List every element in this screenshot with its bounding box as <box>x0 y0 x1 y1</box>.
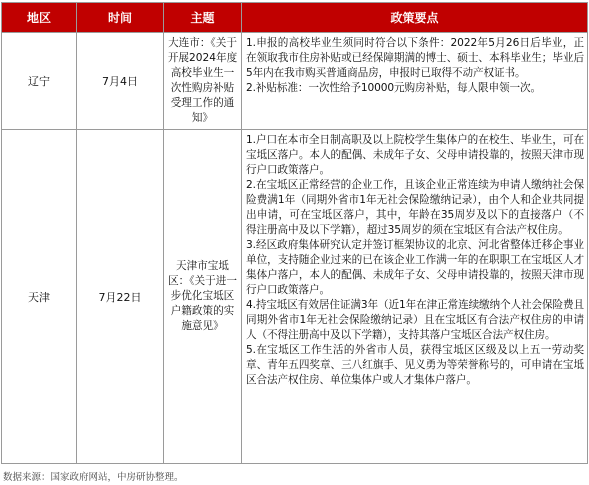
table-row <box>2 130 588 464</box>
region-cell: 天津 <box>2 130 77 464</box>
header-row <box>2 3 588 33</box>
data-source-note: 数据来源：国家政府网站，中房研协整理。 <box>3 472 184 483</box>
date-cell: 7月22日 <box>77 130 164 464</box>
policy-points-cell <box>242 130 588 464</box>
policy-point: 5.在宝坻区工作生活的外省市人员，获得宝坻区区级及以上五一劳动奖章、青年五四奖章、三八红旗手、见义勇为等荣誉称号的，可申请在宝坻区合法产权住房、单位集体户或人才集体户落户。 <box>246 344 584 386</box>
region-cell: 辽宁 <box>2 33 77 130</box>
topic-cell: 大连市：《关于开展2024年度高校毕业生一次性购房补贴受理工作的通知》 <box>164 33 242 130</box>
policy-points-cell <box>242 33 588 130</box>
policy-point: 2.在宝坻区正常经营的企业工作，且该企业正常连续为申请人缴纳社会保险费满1年（同期外省市1年无社会保险缴纳记录），由个人和企业共同提出申请，可在宝坻区落户，其中，年龄在35周岁及以下的直接落户（不得注册高中及以下学籍），超过35周岁的须在宝坻区有合法产权住房。 <box>246 179 584 236</box>
date-cell: 7月4日 <box>77 33 164 130</box>
table-row <box>2 33 588 130</box>
policy-point: 4.持宝坻区有效居住证满3年（近1年在津正常连续缴纳个人社会保险费且同期外省市1年无社会保险缴纳记录）且在宝坻区有合法产权住房的申请人（不得注册高中及以下学籍），支持其落户宝坻区合法产权住房。 <box>246 299 584 341</box>
policy-point: 1.户口在本市全日制高职及以上院校学生集体户的在校生、毕业生，可在宝坻区落户。本人的配偶、未成年子女、父母申请投靠的，按照天津市现行户口政策落户。 <box>246 134 584 176</box>
topic-cell: 天津市宝坻区：《关于进一步优化宝坻区户籍政策的实施意见》 <box>164 130 242 464</box>
header-region: 地区 <box>2 3 77 33</box>
policy-point: 3.经区政府集体研究认定并签订框架协议的北京、河北省整体迁移企事业单位，支持随企业过来的已在该企业工作满一年的在职职工在宝坻区人才集体户落户，本人的配偶、未成年子女、父母申请投靠的，按照天津市现行户口政策落户。 <box>246 239 584 296</box>
policy-point: 1.申报的高校毕业生须同时符合以下条件：2022年5月26日后毕业，正在领取我市住房补贴或已经保障期满的博士、硕士、本科毕业生；毕业后5年内在我市购买普通商品房，申报时已取得不动产权证书。 <box>246 37 584 79</box>
header-policy-points: 政策要点 <box>242 3 588 33</box>
header-date: 时间 <box>77 3 164 33</box>
policy-table <box>1 2 588 464</box>
header-topic: 主题 <box>164 3 242 33</box>
policy-point: 2.补贴标准：一次性给予10000元购房补贴，每人限申领一次。 <box>246 82 541 94</box>
